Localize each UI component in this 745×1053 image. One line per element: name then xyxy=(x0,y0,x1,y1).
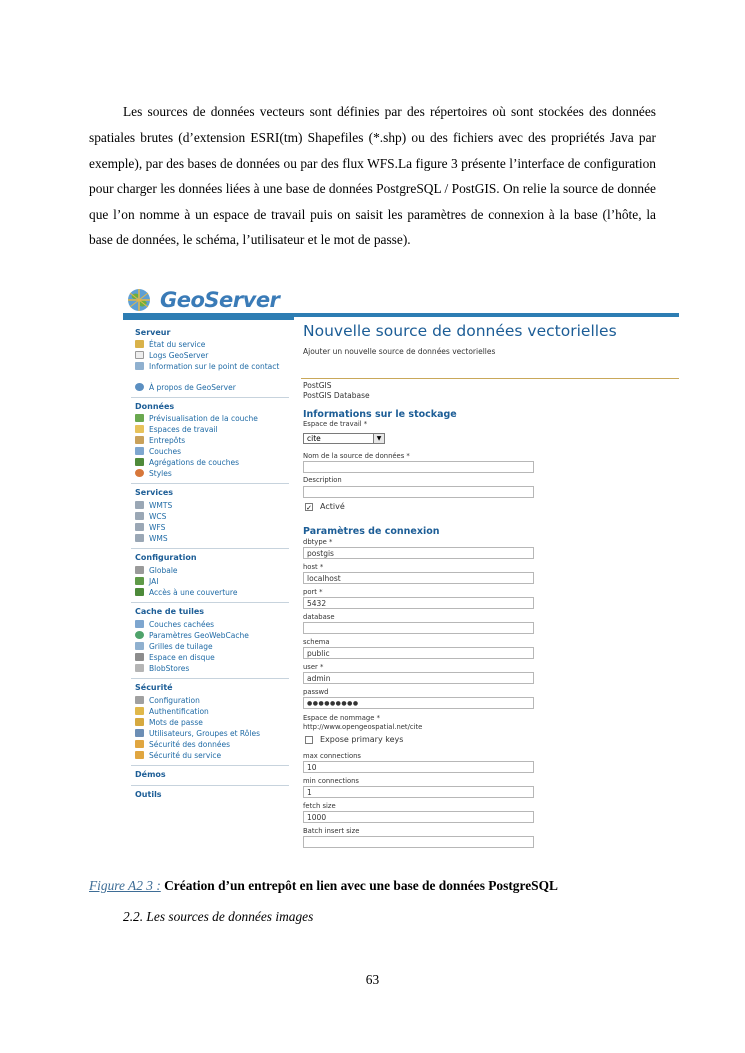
sidebar-item-wms[interactable]: WMS xyxy=(135,534,285,544)
service-icon xyxy=(135,534,144,542)
sidebar-item-previsualisation[interactable]: Prévisualisation de la couche xyxy=(135,414,285,424)
sidebar-item-couches[interactable]: Couches xyxy=(135,447,285,457)
sidebar-item-sec-service[interactable]: Sécurité du service xyxy=(135,751,285,761)
users-icon xyxy=(135,729,144,737)
layer-preview-icon xyxy=(135,414,144,422)
expose-pk-label: Expose primary keys xyxy=(320,735,404,744)
page-subtitle: Ajouter un nouvelle source de données vectorielles xyxy=(303,347,496,356)
body-paragraph-text: Les sources de données vecteurs sont définies par des répertoires où sont stockées des données spatiales brutes (d’extension ESRI(tm) Shapefiles (*.shp) ou des fichiers avec des propriétés Java par exemple), par des bases de données ou par des flux WFS.La figure 3 présente l’interface de configuration pour charger les données liées à une base de données PostgreSQL / PostGIS. On relie la source de donnée que l’on nomme à un espace de travail puis on saisit les paramètres de connexion à la base (l’hôte, la base de données, le schéma, l’utilisateur et le mot de passe). xyxy=(89,104,656,248)
sidebar-item-styles[interactable]: Styles xyxy=(135,469,285,479)
image-icon xyxy=(135,577,144,585)
namespace-value: http://www.opengeospatial.net/cite xyxy=(303,723,423,731)
host-label: host * xyxy=(303,563,324,571)
fetch-size-input[interactable]: 1000 xyxy=(303,811,534,823)
dbtype-input[interactable]: postgis xyxy=(303,547,534,559)
name-label: Nom de la source de données * xyxy=(303,452,410,460)
sidebar-section-demos[interactable]: Démos xyxy=(135,770,166,779)
max-connections-input[interactable]: 10 xyxy=(303,761,534,773)
sidebar-item-contact[interactable]: Information sur le point de contact xyxy=(135,362,285,372)
min-connections-label: min connections xyxy=(303,777,359,785)
body-paragraph xyxy=(89,99,656,253)
enabled-checkbox[interactable]: ✓ xyxy=(306,504,312,512)
cached-layers-icon xyxy=(135,620,144,628)
palette-icon xyxy=(135,469,144,477)
port-input[interactable]: 5432 xyxy=(303,597,534,609)
sidebar-divider xyxy=(131,602,289,603)
sidebar-item-couches-cachees[interactable]: Couches cachées xyxy=(135,620,285,630)
geoserver-header xyxy=(123,284,679,313)
main-panel xyxy=(294,320,679,860)
sidebar-section-cache: Cache de tuiles xyxy=(135,607,205,616)
store-icon xyxy=(135,436,144,444)
sidebar-divider xyxy=(131,785,289,786)
globe-small-icon xyxy=(135,631,144,639)
sidebar-section-services: Services xyxy=(135,488,174,497)
store-type: PostGIS xyxy=(303,381,332,390)
host-input[interactable]: localhost xyxy=(303,572,534,584)
geoserver-logo-text[interactable]: GeoServer xyxy=(160,288,280,312)
sidebar-item-wcs[interactable]: WCS xyxy=(135,512,285,522)
document-icon xyxy=(135,351,144,359)
store-description: PostGIS Database xyxy=(303,391,370,400)
lock-icon xyxy=(135,740,144,748)
service-icon xyxy=(135,512,144,520)
database-input[interactable] xyxy=(303,622,534,634)
sidebar-item-disque[interactable]: Espace en disque xyxy=(135,653,285,663)
sidebar-divider xyxy=(131,483,289,484)
batch-insert-label: Batch insert size xyxy=(303,827,360,835)
schema-label: schema xyxy=(303,638,330,646)
sidebar-item-logs[interactable]: Logs GeoServer xyxy=(135,351,285,361)
folder-icon xyxy=(135,425,144,433)
info-icon xyxy=(135,383,144,391)
description-label: Description xyxy=(303,476,342,484)
status-icon xyxy=(135,340,144,348)
shield-icon xyxy=(135,707,144,715)
sidebar-item-jai[interactable]: JAI xyxy=(135,577,285,587)
user-input[interactable]: admin xyxy=(303,672,534,684)
sidebar-section-configuration: Configuration xyxy=(135,553,197,562)
sidebar-item-entrepots[interactable]: Entrepôts xyxy=(135,436,285,446)
sidebar-item-authentification[interactable]: Authentification xyxy=(135,707,285,717)
sidebar-item-wfs[interactable]: WFS xyxy=(135,523,285,533)
sidebar-item-couverture[interactable]: Accès à une couverture xyxy=(135,588,285,598)
sidebar-item-mots-de-passe[interactable]: Mots de passe xyxy=(135,718,285,728)
sidebar-item-grilles[interactable]: Grilles de tuilage xyxy=(135,642,285,652)
passwd-label: passwd xyxy=(303,688,329,696)
name-input[interactable] xyxy=(303,461,534,473)
sidebar-divider xyxy=(131,678,289,679)
geoserver-screenshot xyxy=(123,284,679,860)
sidebar-item-agregations[interactable]: Agrégations de couches xyxy=(135,458,285,468)
sidebar-item-utilisateurs[interactable]: Utilisateurs, Groupes et Rôles xyxy=(135,729,285,739)
service-icon xyxy=(135,501,144,509)
server-icon xyxy=(135,566,144,574)
sidebar-section-outils[interactable]: Outils xyxy=(135,790,162,799)
blobstore-icon xyxy=(135,664,144,672)
layers-icon xyxy=(135,447,144,455)
sidebar-section-donnees: Données xyxy=(135,402,175,411)
service-icon xyxy=(135,523,144,531)
dbtype-label: dbtype * xyxy=(303,538,333,546)
fetch-size-label: fetch size xyxy=(303,802,336,810)
sidebar-section-securite: Sécurité xyxy=(135,683,173,692)
coverage-icon xyxy=(135,588,144,596)
batch-insert-input[interactable] xyxy=(303,836,534,848)
contact-card-icon xyxy=(135,362,144,370)
figure-caption xyxy=(89,878,558,894)
user-label: user * xyxy=(303,663,324,671)
namespace-label: Espace de nommage * xyxy=(303,714,380,722)
section-subheading: 2.2. Les sources de données images xyxy=(123,909,314,924)
sidebar-item-etat[interactable]: État du service xyxy=(135,340,285,350)
sidebar-item-apropos[interactable]: À propos de GeoServer xyxy=(135,383,285,393)
key-icon xyxy=(135,718,144,726)
description-input[interactable] xyxy=(303,486,534,498)
enabled-label: Activé xyxy=(320,502,345,511)
sidebar-item-wmts[interactable]: WMTS xyxy=(135,501,285,511)
workspace-select[interactable]: cite ▼ xyxy=(303,433,385,444)
sidebar-item-sec-configuration[interactable]: Configuration xyxy=(135,696,285,706)
port-label: port * xyxy=(303,588,323,596)
sidebar-item-globale[interactable]: Globale xyxy=(135,566,285,576)
globe-icon xyxy=(126,287,152,313)
schema-input[interactable]: public xyxy=(303,647,534,659)
figure-caption-text: Création d’un entrepôt en lien avec une base de données PostgreSQL xyxy=(164,878,558,893)
workspace-label: Espace de travail * xyxy=(303,420,368,428)
page-title: Nouvelle source de données vectorielles xyxy=(303,322,617,340)
connection-heading: Paramètres de connexion xyxy=(303,526,440,537)
sidebar-divider xyxy=(131,397,289,398)
grid-icon xyxy=(135,642,144,650)
disk-icon xyxy=(135,653,144,661)
figure-reference[interactable]: Figure A2 3 : xyxy=(89,878,161,893)
sidebar-divider xyxy=(131,548,289,549)
sidebar-item-geowebcache[interactable]: Paramètres GeoWebCache xyxy=(135,631,285,641)
sidebar-divider xyxy=(131,765,289,766)
title-divider xyxy=(301,378,679,379)
storage-heading: Informations sur le stockage xyxy=(303,409,457,420)
lock-icon xyxy=(135,751,144,759)
passwd-input[interactable]: ●●●●●●●●● xyxy=(303,697,534,709)
chevron-down-icon: ▼ xyxy=(373,434,384,443)
min-connections-input[interactable]: 1 xyxy=(303,786,534,798)
layer-group-icon xyxy=(135,458,144,466)
sidebar-section-serveur: Serveur xyxy=(135,328,171,337)
sidebar-item-blobstores[interactable]: BlobStores xyxy=(135,664,285,674)
sidebar-item-sec-donnees[interactable]: Sécurité des données xyxy=(135,740,285,750)
sidebar-item-espaces[interactable]: Espaces de travail xyxy=(135,425,285,435)
sidebar xyxy=(123,320,294,860)
expose-pk-checkbox[interactable] xyxy=(305,736,313,744)
wrench-icon xyxy=(135,696,144,704)
database-label: database xyxy=(303,613,335,621)
page-number: 63 xyxy=(365,972,380,987)
max-connections-label: max connections xyxy=(303,752,361,760)
